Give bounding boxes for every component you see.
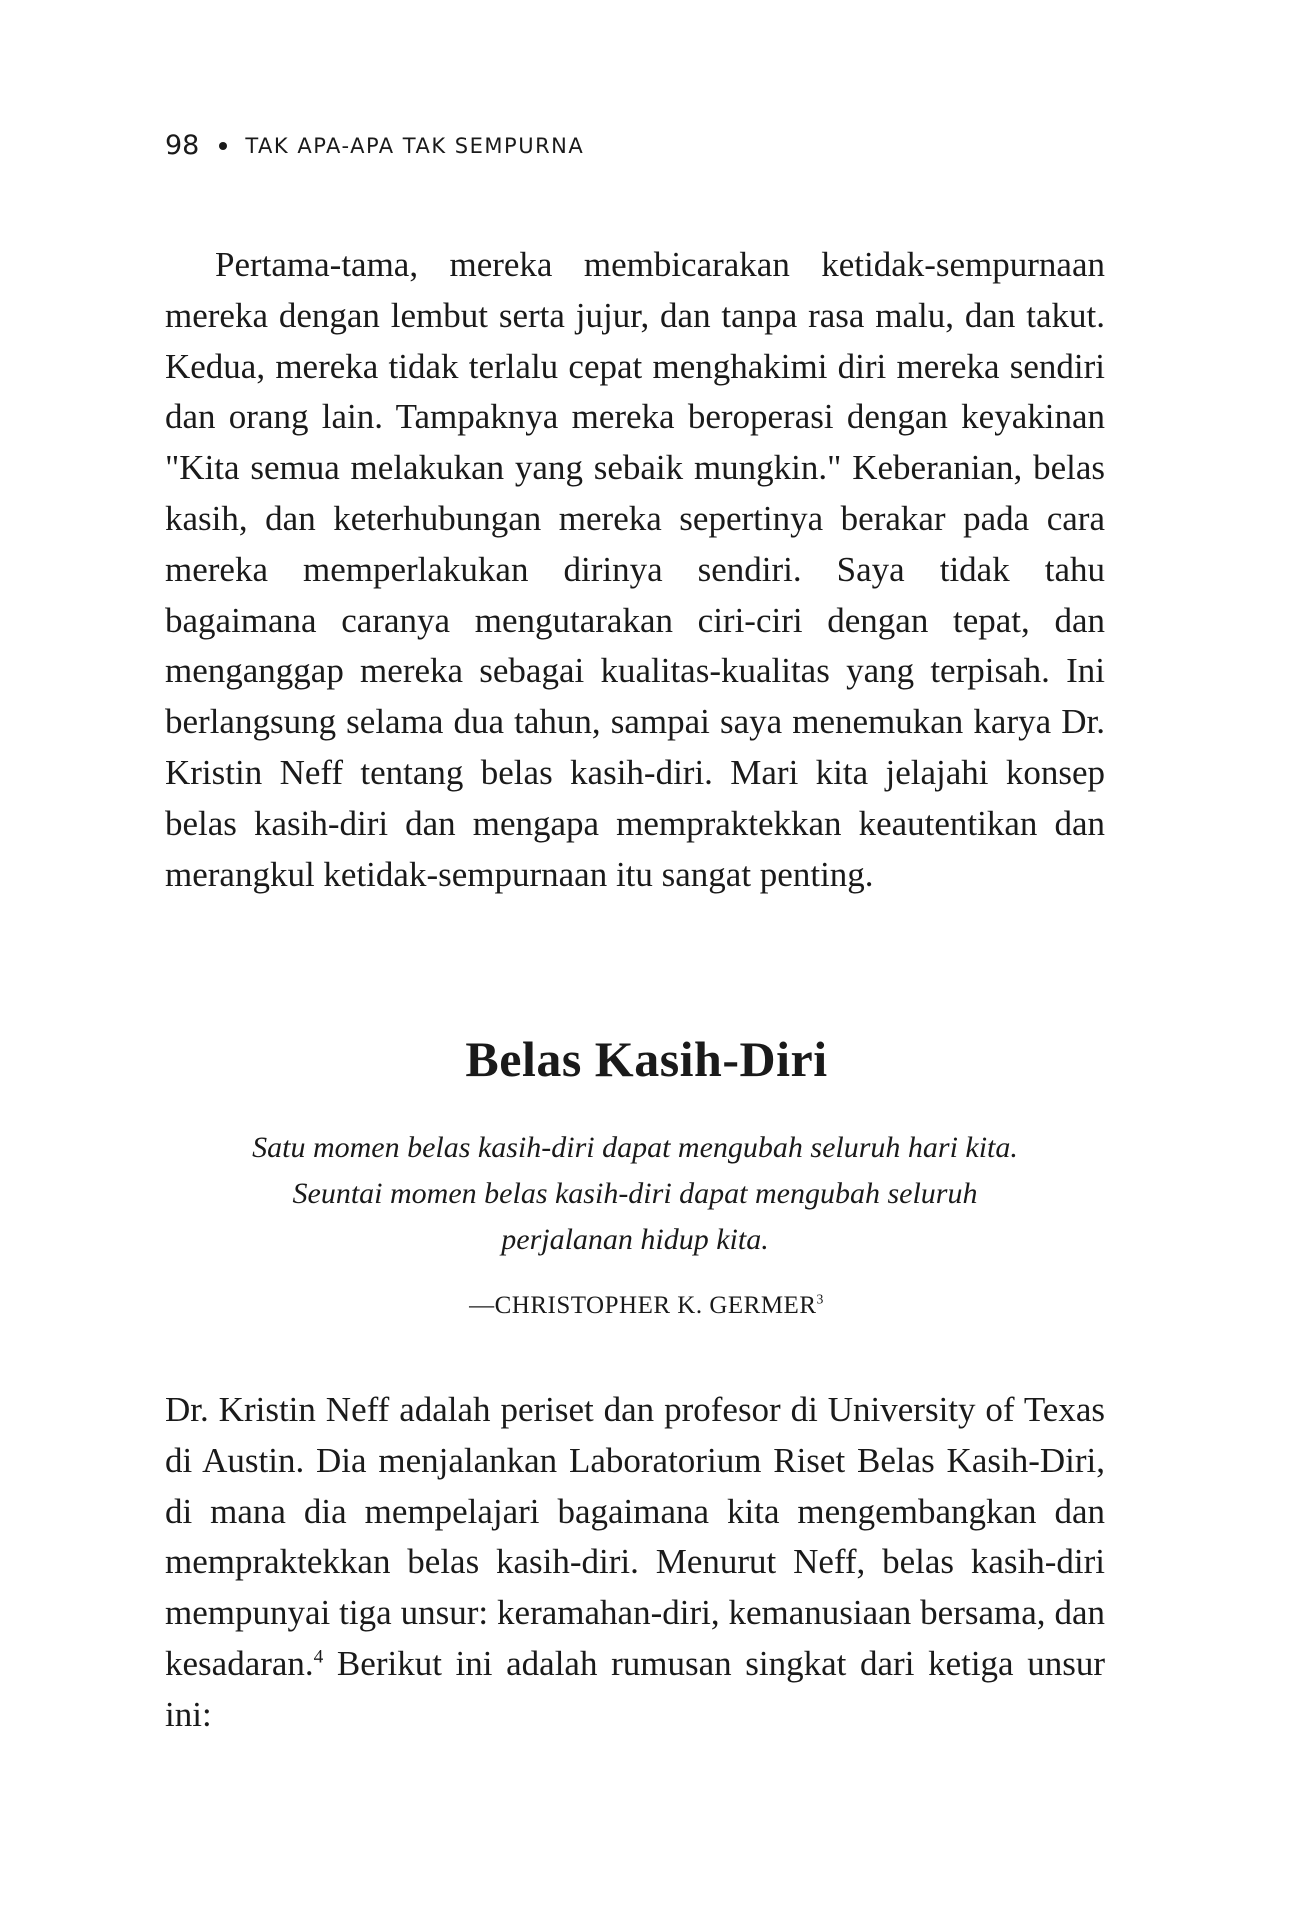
book-title: TAK APA-APA TAK SEMPURNA [245, 133, 585, 158]
bullet-separator-icon [219, 142, 227, 150]
page-number: 98 [165, 130, 200, 161]
paragraph-2 [165, 1385, 1105, 1741]
attribution-text: —CHRISTOPHER K. GERMER [469, 1292, 817, 1319]
footnote-marker: 3 [816, 1291, 824, 1307]
section-heading: Belas Kasih-Diri [465, 1031, 828, 1087]
paragraph-2-continuation: Berikut ini adalah rumusan singkat dari ketiga unsur ini: [165, 1643, 1105, 1734]
epigraph-line: Satu momen belas kasih-diri dapat mengubah seluruh hari kita. [252, 1131, 1018, 1164]
footnote-marker: 4 [313, 1646, 324, 1668]
epigraph-line: perjalanan hidup kita. [501, 1223, 769, 1256]
epigraph-line: Seuntai momen belas kasih-diri dapat mengubah seluruh [292, 1177, 978, 1210]
epigraph-attribution [0, 1292, 1293, 1320]
paragraph-2-text: Dr. Kristin Neff adalah periset dan profesor di University of Texas di Austin. Dia menjalankan Laboratorium Riset Belas Kasih-Diri, di mana dia mempelajari bagaimana kita mengembangkan dan mempraktekkan belas kasih-diri. Menurut Neff, belas kasih-diri mempunyai tiga unsur: keramahan-diri, kemanusiaan bersama, dan kesadaran. [165, 1390, 1105, 1683]
epigraph [165, 1125, 1105, 1263]
paragraph-1: Pertama-tama, mereka membicarakan ketidak-sempurnaan mereka dengan lembut serta jujur, dan tanpa rasa malu, dan takut. Kedua, mereka tidak terlalu cepat menghakimi diri mereka sendiri dan orang lain. Tampaknya mereka beroperasi dengan keyakinan "Kita semua melakukan yang sebaik mungkin." Keberanian, belas kasih, dan keterhubungan mereka sepertinya berakar pada cara mereka memperlakukan dirinya sendiri. Saya tidak tahu bagaimana caranya mengutarakan ciri-ciri dengan tepat, dan menganggap mereka sebagai kualitas-kualitas yang terpisah. Ini berlangsung selama dua tahun, sampai saya menemukan karya Dr. Kristin Neff tentang belas kasih-diri. Mari kita jelajahi konsep belas kasih-diri dan mengapa mempraktekkan keautentikan dan merangkul ketidak-sempurnaan itu sangat penting. [165, 245, 1105, 894]
running-head [165, 130, 584, 161]
